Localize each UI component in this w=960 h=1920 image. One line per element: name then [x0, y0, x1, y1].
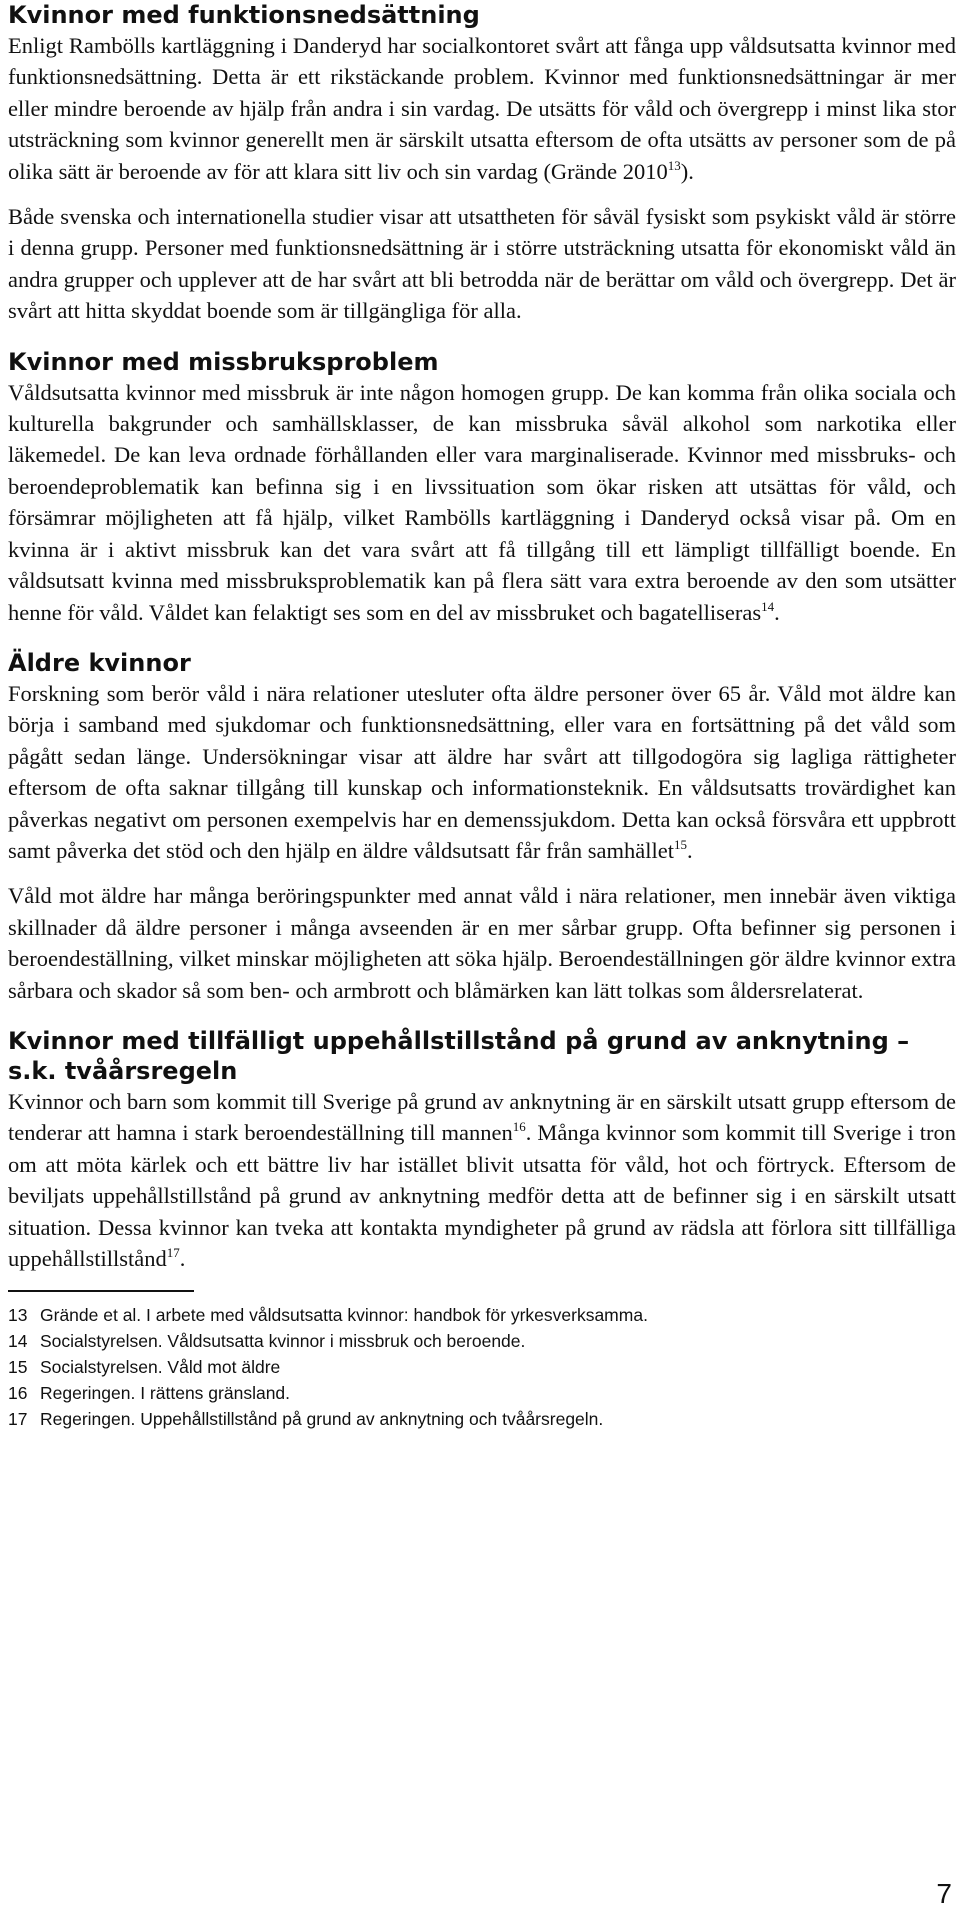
section-heading: Äldre kvinnor [8, 648, 191, 677]
paragraph [8, 30, 956, 187]
footnote-number: 15 [8, 1357, 28, 1378]
paragraph [8, 201, 956, 327]
footnote [8, 1354, 956, 1380]
footnote-ref[interactable]: 13 [667, 157, 681, 173]
footnote-number: 16 [8, 1383, 28, 1404]
footnote-divider [8, 1290, 194, 1292]
section-heading: Kvinnor med missbruksproblem [8, 347, 439, 376]
paragraph-text: Både svenska och internationella studier visar att utsattheten för såväl fysiskt som psykiskt våld är större i denna grupp. Personer med funktionsnedsättning är i större utsträckning utsatta för ekonomiskt våld än andra grupper och upplever att de har svårt att bli betrodda när de berättar om våld och övergrepp. Det är svårt att hitta skyddat boende som är tillgängliga för alla. [8, 204, 956, 324]
paragraph-text: Våld mot äldre har många beröringspunkter med annat våld i nära relationer, men innebär även viktiga skillnader då äldre personer i många avseenden är en mer sårbar grupp. Ofta befinner sig personen i beroendeställning, vilket minskar möjligheten att söka hjälp. Beroendeställningen gör äldre kvinnor extra sårbara och skador så som ben- och armbrott och blåmärken kan lätt tolkas som åldersrelaterat. [8, 883, 956, 1003]
page-number: 7 [936, 1878, 952, 1909]
footnote-text: Regeringen. Uppehållstillstånd på grund av anknytning och tvåårsregeln. [40, 1409, 604, 1430]
paragraph-text: Forskning som berör våld i nära relationer utesluter ofta äldre personer över 65 år. Våld mot äldre kan börja i samband med sjukdomar och funktionsnedsättning, eller vara en fortsättning på det våld som pågått sedan länge. Undersökningar visar att äldre har svårt att tillgodogöra sig lagliga rättigheter eftersom de ofta saknar tillgång till kunskap och informationsteknik. En våldsutsatts trovärdighet kan påverkas negativt om personen exempelvis har en demenssjukdom. Detta kan också försvåra ett uppbrott samt påverka det stöd och den hjälp en äldre våldsutsatt får från samhället [8, 680, 956, 863]
footnote-number: 17 [8, 1409, 28, 1430]
footnote-ref[interactable]: 16 [512, 1119, 526, 1135]
paragraph-text: Våldsutsatta kvinnor med missbruk är inte någon homogen grupp. De kan komma från olika sociala och kulturella bakgrunder och samhällsklasser, de kan missbruka såväl alkohol som narkotika eller läkemedel. De kan leva ordnade förhållanden eller vara marginaliserade. Kvinnor med missbruks- och beroendeproblematik kan befinna sig i en livssituation som ökar risken att utsättas för våld, och försämrar möjligheten att få hjälp, vilket Rambölls kartläggning i Danderyd också visar på. Om en kvinna är i aktivt missbruk kan det vara svårt att få tillgång till ett lämpligt tillfälligt boende. En våldsutsatt kvinna med missbruksproblematik kan på flera sätt vara extra beroende av den som utsätter henne för våld. Våldet kan felaktigt ses som en del av missbruket och bagatelliseras [8, 379, 956, 625]
footnote [8, 1302, 956, 1328]
section-heading: Kvinnor med funktionsnedsättning [8, 1, 480, 29]
section-aldre-kvinnor [8, 648, 956, 1006]
paragraph [8, 678, 956, 866]
footnote-ref[interactable]: 17 [166, 1245, 180, 1260]
section-tvaarsregeln [8, 1026, 956, 1274]
footnote-ref[interactable]: 14 [761, 598, 775, 614]
paragraph [8, 880, 956, 1006]
footnote-text: Socialstyrelsen. Våld mot äldre [40, 1357, 281, 1378]
section-missbruksproblem [8, 347, 956, 628]
footnote-ref[interactable]: 15 [674, 836, 688, 852]
footnote-text: Socialstyrelsen. Våldsutsatta kvinnor i missbruk och beroende. [40, 1331, 526, 1352]
paragraph-text-tail: . [687, 837, 693, 863]
paragraph-text-tail: . [179, 1246, 186, 1271]
paragraph [8, 1086, 956, 1274]
footnotes [8, 1302, 956, 1432]
document-page [8, 0, 956, 1432]
paragraph-text: Kvinnor och barn som kommit till Sverige på grund av anknytning är en särskilt utsatt grupp eftersom de tenderar att hamna i stark beroendeställning till mannen [8, 1088, 956, 1146]
paragraph-text-tail: ). [680, 158, 694, 184]
paragraph-text-tail: . [774, 599, 780, 625]
paragraph-text-middle: . Många kvinnor som kommit till Sverige i tron om att möta kärlek och ett bättre liv har istället blivit utsatta för våld, hot och förtryck. Eftersom de beviljats uppehållstillstånd på grund av anknytning medför detta att de befinner sig i en särskilt utsatt situation. Dessa kvinnor kan tveka att kontakta myndigheter på grund av rädsla att förlora sitt tillfälliga uppehållstillstånd [8, 1120, 957, 1271]
footnote [8, 1380, 956, 1406]
footnote-number: 13 [8, 1305, 28, 1326]
footnote-number: 14 [8, 1331, 28, 1352]
paragraph-text: Enligt Rambölls kartläggning i Danderyd har socialkontoret svårt att fånga upp våldsutsatta kvinnor med funktionsnedsättning. Detta är ett rikstäckande problem. Kvinnor med funktionsnedsättningar är mer eller mindre beroende av hjälp från andra i sin vardag. De utsätts för våld och övergrepp i minst lika stor utsträckning som kvinnor generellt men är särskilt utsatta eftersom de ofta utsätts av personer som de på olika sätt är beroende av för att klara sitt liv och sin vardag (Grände 2010 [8, 33, 956, 184]
footnote-text: Grände et al. I arbete med våldsutsatta kvinnor: handbok för yrkesverksamma. [40, 1305, 648, 1326]
paragraph [8, 377, 956, 628]
footnote [8, 1328, 956, 1354]
section-funktionsnedsattning [8, 0, 956, 327]
footnote-text: Regeringen. I rättens gränsland. [40, 1383, 291, 1404]
section-heading: Kvinnor med tillfälligt uppehållstillstånd på grund av anknytning – s.k. tvåårsregeln [8, 1026, 910, 1085]
footnote [8, 1406, 956, 1432]
